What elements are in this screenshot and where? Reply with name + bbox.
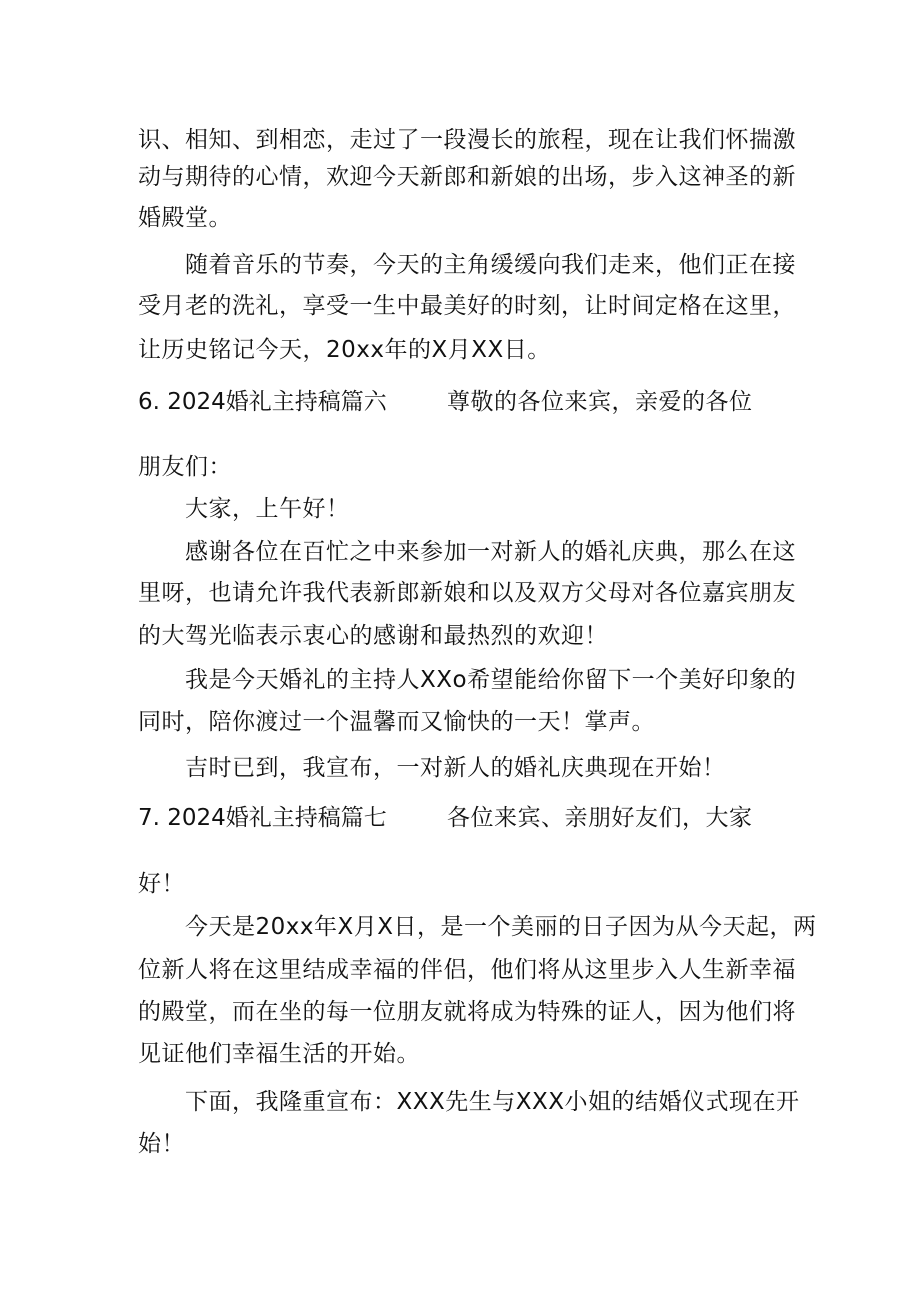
paragraph-line: 让历史铭记今天，20xx年的X月XX日。 [138,337,551,363]
section-7-heading-tail: 各位来宾、亲朋好友们，大家 [447,805,753,831]
paragraph-line: 吉时已到，我宣布，一对新人的婚礼庆典现在开始！ [185,755,726,781]
paragraph-line: 大家，上午好！ [185,496,350,522]
paragraph-line: 朋友们： [138,454,232,480]
paragraph-line: 感谢各位在百忙之中来参加一对新人的婚礼庆典，那么在这 [185,539,796,565]
paragraph-line: 下面，我隆重宣布：XXX先生与XXX小姐的结婚仪式现在开 [185,1089,800,1115]
paragraph-line: 里呀，也请允许我代表新郎新娘和以及双方父母对各位嘉宾朋友 [138,580,796,606]
paragraph-line: 的大驾光临表示衷心的感谢和最热烈的欢迎！ [138,623,608,649]
paragraph-line: 同时，陪你渡过一个温馨而又愉快的一天！掌声。 [138,709,655,735]
section-6-heading: 6. 2024婚礼主持稿篇六 [138,389,387,415]
paragraph-line: 今天是20xx年X月X日，是一个美丽的日子因为从今天起，两 [185,914,817,940]
paragraph-line: 我是今天婚礼的主持人XXo希望能给你留下一个美好印象的 [185,667,797,693]
paragraph-line: 位新人将在这里结成幸福的伴侣，他们将从这里步入人生新幸福 [138,957,796,983]
section-7-heading: 7. 2024婚礼主持稿篇七 [138,805,387,831]
paragraph-line: 识、相知、到相恋，走过了一段漫长的旅程，现在让我们怀揣激 [138,127,796,153]
paragraph-line: 婚殿堂。 [138,205,232,231]
section-6-heading-tail: 尊敬的各位来宾，亲爱的各位 [447,389,753,415]
paragraph-line: 随着音乐的节奏，今天的主角缓缓向我们走来，他们正在接 [185,252,796,278]
paragraph-line: 见证他们幸福生活的开始。 [138,1041,420,1067]
paragraph-line: 受月老的洗礼，享受一生中最美好的时刻，让时间定格在这里， [138,293,796,319]
paragraph-line: 好！ [138,871,185,897]
paragraph-line: 的殿堂，而在坐的每一位朋友就将成为特殊的证人，因为他们将 [138,999,796,1025]
paragraph-line: 始！ [138,1131,185,1157]
paragraph-line: 动与期待的心情，欢迎今天新郎和新娘的出场，步入这神圣的新 [138,164,796,190]
